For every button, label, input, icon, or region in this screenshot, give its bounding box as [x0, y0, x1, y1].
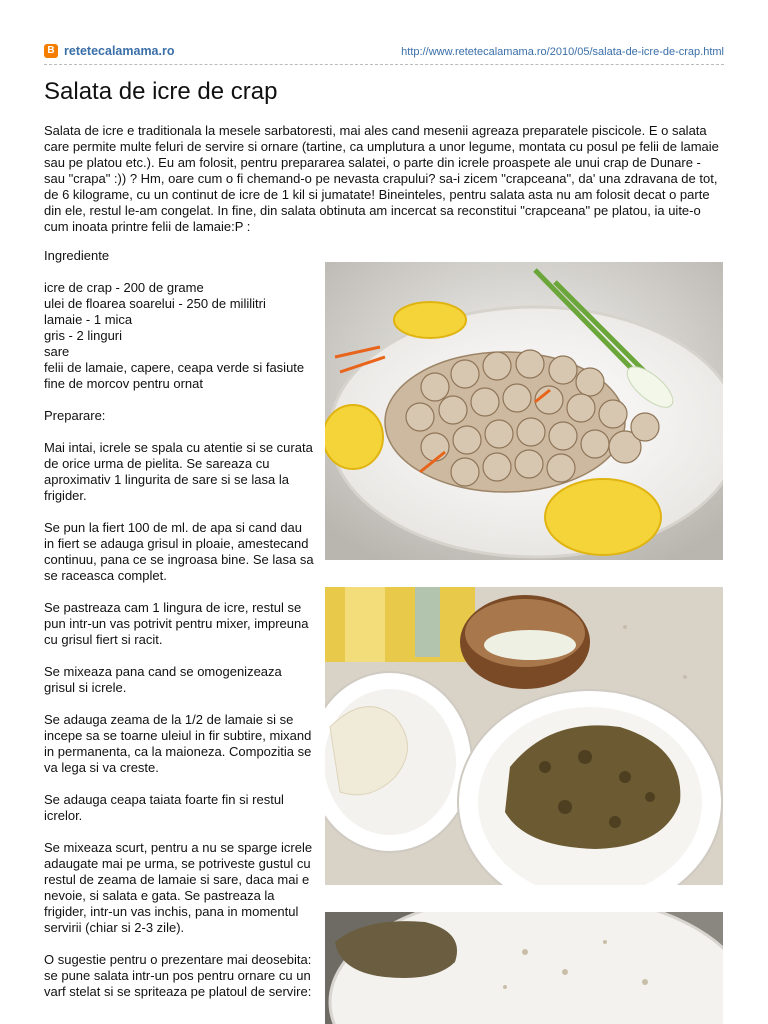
photo-mixing: [325, 912, 723, 1024]
step-paragraph: Se adauga zeama de la 1/2 de lamaie si se incepe sa se toarne uleiul in fir subtire, mixand in permanenta, ca la maioneza. Compozitia se va lega si va creste.: [44, 712, 312, 775]
step-paragraph: Se pastreaza cam 1 lingura de icre, restul se pun intr-un vas potrivit pentru mixer, impreuna cu grisul fiert si racit.: [44, 600, 309, 647]
preparation-heading: Preparare:: [44, 408, 106, 423]
blogger-icon: B: [44, 44, 58, 58]
ingredient-item: gris - 2 linguri: [44, 328, 123, 343]
step-paragraph: Se mixeaza scurt, pentru a nu se sparge icrele adaugate mai pe urma, se potriveste gustul cu restul de zeama de lamaie si sare, daca mai e nevoie, si salata e gata. Se pastreaza la frigider, intr-un vas inchis, pana in momentul servirii (chiar si 2-3 zile).: [44, 840, 313, 935]
page-title: Salata de icre de crap: [44, 78, 278, 105]
photo-fish-platter: [325, 262, 723, 560]
step-paragraph: Se pun la fiert 100 de ml. de apa si cand dau in fiert se adauga grisul in ploaie, amestecand continuu, pana ce se ingroasa bine. Se lasa sa se raceasca complet.: [44, 520, 314, 583]
ingredients-heading: Ingrediente: [44, 248, 110, 263]
ingredient-item: ulei de floarea soarelui - 250 de mililitri: [44, 296, 266, 311]
step-paragraph: Se adauga ceapa taiata foarte fin si restul icrelor.: [44, 792, 284, 823]
ingredient-item: lamaie - 1 mica: [44, 312, 133, 327]
ingredient-item: icre de crap - 200 de grame: [44, 280, 204, 295]
site-name[interactable]: retetecalamama.ro: [64, 44, 175, 58]
site-logo[interactable]: [44, 44, 174, 58]
ingredients-list: [44, 280, 314, 392]
header-divider: [44, 64, 724, 65]
ingredient-item: sare: [44, 344, 70, 359]
recipe-text-column: [44, 248, 314, 1016]
site-header: [44, 40, 724, 66]
page-url-link[interactable]: http://www.retetecalamama.ro/2010/05/salata-de-icre-de-crap.html: [401, 46, 724, 58]
photo-ingredients: [325, 587, 723, 885]
step-paragraph: Mai intai, icrele se spala cu atentie si se curata de orice urma de pielita. Se sareaza cu aproximativ 1 lingurita de sare si se lasa la frigider.: [44, 440, 313, 503]
step-paragraph: Se mixeaza pana cand se omogenizeaza grisul si icrele.: [44, 664, 282, 695]
ingredient-item: felii de lamaie, capere, ceapa verde si fasiute fine de morcov pentru ornat: [44, 360, 305, 391]
intro-paragraph: Salata de icre e traditionala la mesele sarbatoresti, mai ales cand mesenii agreaza preparatele piscicole. E o salata care permite multe feluri de servire si ornare (tartine, ca umplutura a unor legume, montata cu posul pe felii de lamaie sau pe platou etc.). Eu am folosit, pentru prepararea salatei, o parte din icrele proaspete ale unui crap de Dunare - sau "crapa" :)) ? Hm, oare cum o fi chemand-o pe nevasta crapului? sa-i zicem "crapceana", da' una zdravana de tot, de 6 kilograme, cu un continut de icre de 1 kil si jumatate! Bineinteles, pentru salata asta nu am folosit decat o parte din ele, restul le-am congelat. In fine, din salata obtinuta am incercat sa reconstitui "crapceana" pe platou, ia uite-o cum inoata printre felii de lamaie:P :: [44, 123, 719, 234]
step-paragraph: O sugestie pentru o prezentare mai deosebita: se pune salata intr-un pos pentru ornare cu un varf stelat si se spriteaza pe platoul de servire:: [44, 952, 312, 999]
